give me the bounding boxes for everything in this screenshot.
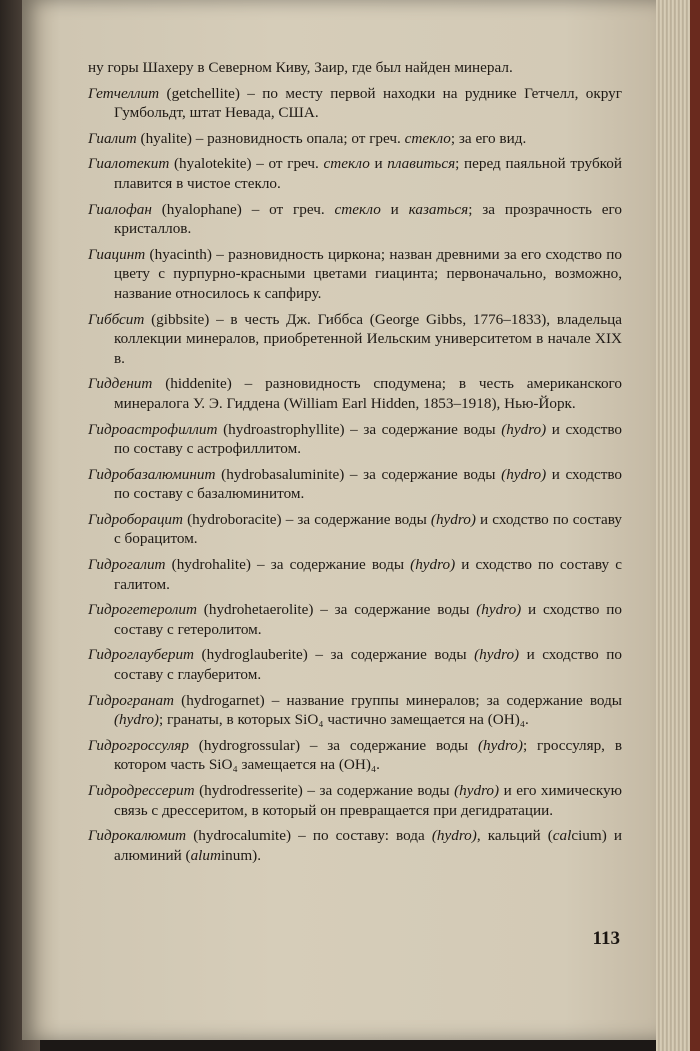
entry-hydrogarnet: Гидрогранат (hydrogarnet) – название группы минералов; за содержание воды (hydro); гранаты, в которых SiO₄ частично замещается на (OH)₄. bbox=[88, 691, 622, 729]
entry-term: Гидрогроссуляр bbox=[88, 736, 189, 754]
entry-term: Гидроглауберит bbox=[88, 646, 195, 664]
entry-term: Гиацинт bbox=[88, 245, 146, 263]
entry-term: Гидроастрофиллит bbox=[88, 420, 218, 438]
entry-hyalite: Гиалит (hyalite) – разновидность опала; от греч. стекло; за его вид. bbox=[88, 129, 527, 147]
entry-hyalophane: Гиалофан (hyalophane) – от греч. стекло и казаться; за прозрачность его кристаллов. bbox=[88, 200, 622, 238]
entry-gibbsite: Гиббсит (gibbsite) – в честь Дж. Гиббса (George Gibbs, 1776–1833), владельца коллекции минералов, приобретенной Иельским университетом в начале XIX в. bbox=[88, 310, 622, 367]
entry-term: Гиалофан bbox=[88, 200, 152, 218]
entry-hydrohetaerolite: Гидрогетеролит (hydrohetaerolite) – за содержание воды (hydro) и сходство по составу с гетеролитом. bbox=[88, 601, 623, 638]
entry-hydroglauberite: Гидроглауберит (hydroglauberite) – за содержание воды (hydro) и сходство по составу с глауберитом. bbox=[88, 646, 622, 684]
entry-hydrodresserite: Гидродрессерит (hydrodresserite) – за содержание воды (hydro) и его химическую связь с дрессеритом, в который он превращается при дегидратации. bbox=[88, 782, 622, 819]
entry-term: Гетчеллит bbox=[88, 84, 160, 102]
dictionary-text bbox=[88, 58, 622, 871]
entry-term: Гидродрессерит bbox=[88, 782, 195, 799]
entry-hydroastrophyllite: Гидроастрофиллит (hydroastrophyllite) – за содержание воды (hydro) и сходство по составу с астрофиллитом. bbox=[88, 420, 622, 458]
entry-term: Гидрогранат bbox=[88, 691, 175, 709]
entry-getchellite: Гетчеллит (getchellite) – по месту первой находки на руднике Гетчелл, округ Гумбольдт, штат Невада, США. bbox=[88, 84, 622, 122]
entry-hydrogrossular: Гидрогроссуляр (hydrogrossular) – за содержание воды (hydro); гроссуляр, в котором часть SiO₄ замещается на (OH)₄. bbox=[88, 736, 622, 774]
entry-hiddenite: Гидденит (hiddenite) – разновидность сподумена; в честь американского минералога У. Э. Гиддена (William Earl Hidden, 1853–1918), Нью-Йорк. bbox=[88, 375, 622, 412]
book-cover-edge bbox=[690, 0, 700, 1051]
entry-term: Гиалотекит bbox=[88, 155, 170, 173]
entry-hydrocalumite: Гидрокалюмит (hydrocalumite) – по составу: вода (hydro), кальций (calcium) и алюминий (aluminum). bbox=[88, 827, 622, 864]
entry-hyalotekite: Гиалотекит (hyalotekite) – от греч. стекло и плавиться; перед паяльной трубкой плавится в чистое стекло. bbox=[88, 155, 622, 192]
entry-term: Гидденит bbox=[88, 375, 153, 393]
entry-term: Гиалит bbox=[88, 129, 137, 147]
page-number: 113 bbox=[592, 928, 620, 949]
entry-term: Гидробазалюминит bbox=[88, 465, 216, 483]
entry-term: Гидрогетеролит bbox=[88, 601, 197, 619]
entry-hydroboracite: Гидроборацит (hydroboracite) – за содержание воды (hydro) и сходство по составу с борацитом. bbox=[88, 510, 622, 548]
entry-continuation: ну горы Шахеру в Северном Киву, Заир, где был найден минерал. bbox=[88, 59, 513, 76]
entry-term: Гиббсит bbox=[88, 310, 145, 328]
entry-hyacinth: Гиацинт (hyacinth) – разновидность циркона; назван древними за его сходство по цвету с пурпурно-красными цветами гиацинта; первоначально, возможно, название относилось к сапфиру. bbox=[88, 245, 622, 302]
entry-term: Гидрогалит bbox=[88, 556, 166, 574]
entry-hydrohalite: Гидрогалит (hydrohalite) – за содержание воды (hydro) и сходство по составу с галитом. bbox=[88, 556, 622, 593]
entry-hydrobasaluminite: Гидробазалюминит (hydrobasaluminite) – за содержание воды (hydro) и сходство по составу с базалюминитом. bbox=[88, 465, 622, 503]
entry-term: Гидрокалюмит bbox=[88, 827, 187, 845]
entry-term: Гидроборацит bbox=[88, 510, 183, 528]
